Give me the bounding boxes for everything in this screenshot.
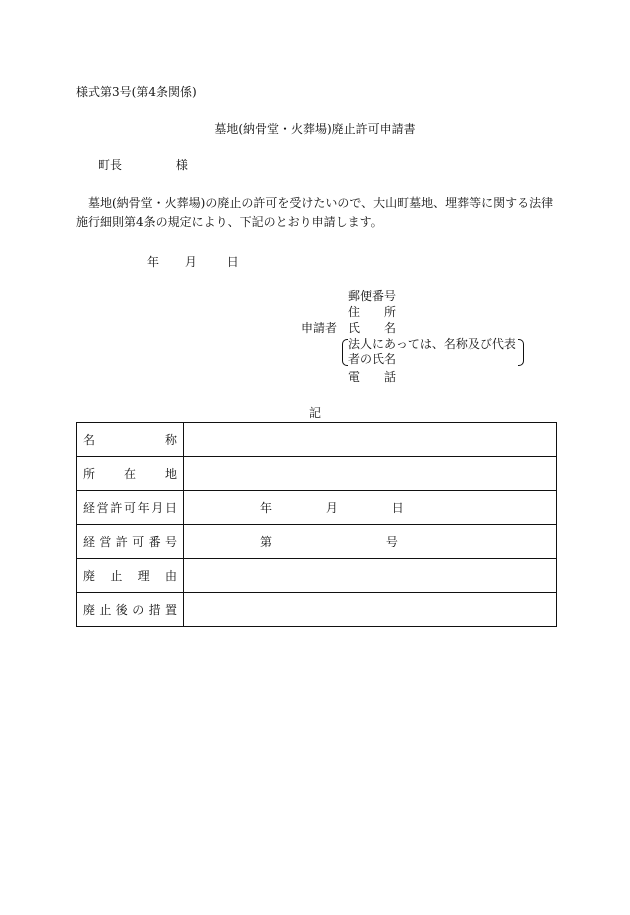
date-year-label: 年 [147, 255, 160, 269]
corporate-note-line1: 法人にあっては、名称及び代表 [348, 337, 516, 351]
table-row [77, 525, 557, 559]
value-cell-permit-number[interactable] [184, 525, 557, 559]
permit-number-suffix: 号 [385, 535, 398, 549]
table-row [77, 491, 557, 525]
addressee [98, 157, 188, 173]
table-row [77, 593, 557, 627]
row-label-permit-date: 経営許可年月日 [83, 501, 177, 515]
row-label-reason: 廃止理由 [83, 569, 177, 583]
corporate-note-line2: 者の氏名 [348, 352, 397, 366]
value-cell-location[interactable] [184, 457, 557, 491]
application-date [147, 254, 239, 270]
applicant-phone-label: 電 話 [348, 370, 396, 384]
addressee-honorific: 様 [175, 158, 188, 172]
table-row [77, 559, 557, 593]
record-mark: 記 [308, 406, 321, 420]
details-table [76, 422, 557, 627]
value-cell-post-measures[interactable] [184, 593, 557, 627]
permit-date-month-label: 月 [325, 501, 338, 515]
row-label-permit-number: 経営許可番号 [83, 535, 177, 549]
applicant-fields [348, 288, 522, 385]
row-label-name: 名 称 [83, 433, 177, 447]
value-cell-reason[interactable] [184, 559, 557, 593]
table-row [77, 423, 557, 457]
date-month-label: 月 [184, 255, 197, 269]
value-cell-name[interactable] [184, 423, 557, 457]
value-cell-permit-date[interactable] [184, 491, 557, 525]
permit-date-year-label: 年 [260, 501, 273, 515]
corporate-note [342, 337, 522, 367]
addressee-office: 町長 [98, 158, 123, 172]
applicant-address-label: 住 所 [348, 305, 396, 319]
permit-date-day-label: 日 [391, 501, 404, 515]
applicant-postal-code-label: 郵便番号 [348, 289, 397, 303]
applicant-name-label: 氏 名 [348, 321, 396, 335]
row-label-location: 所在地 [83, 467, 177, 481]
table-row [77, 457, 557, 491]
form-number: 様式第3号(第4条関係) [76, 85, 197, 99]
document-title: 墓地(納骨堂・火葬場)廃止許可申請書 [214, 122, 416, 136]
applicant-label: 申請者 [301, 321, 338, 335]
date-day-label: 日 [226, 255, 239, 269]
application-statement: 墓地(納骨堂・火葬場)の廃止の許可を受けたいので、大山町墓地、埋葬等に関する法律施行細則第4条の規定により、下記のとおり申請します。 [76, 196, 554, 229]
permit-number-prefix: 第 [260, 535, 273, 549]
row-label-post-measures: 廃止後の措置 [83, 603, 177, 617]
